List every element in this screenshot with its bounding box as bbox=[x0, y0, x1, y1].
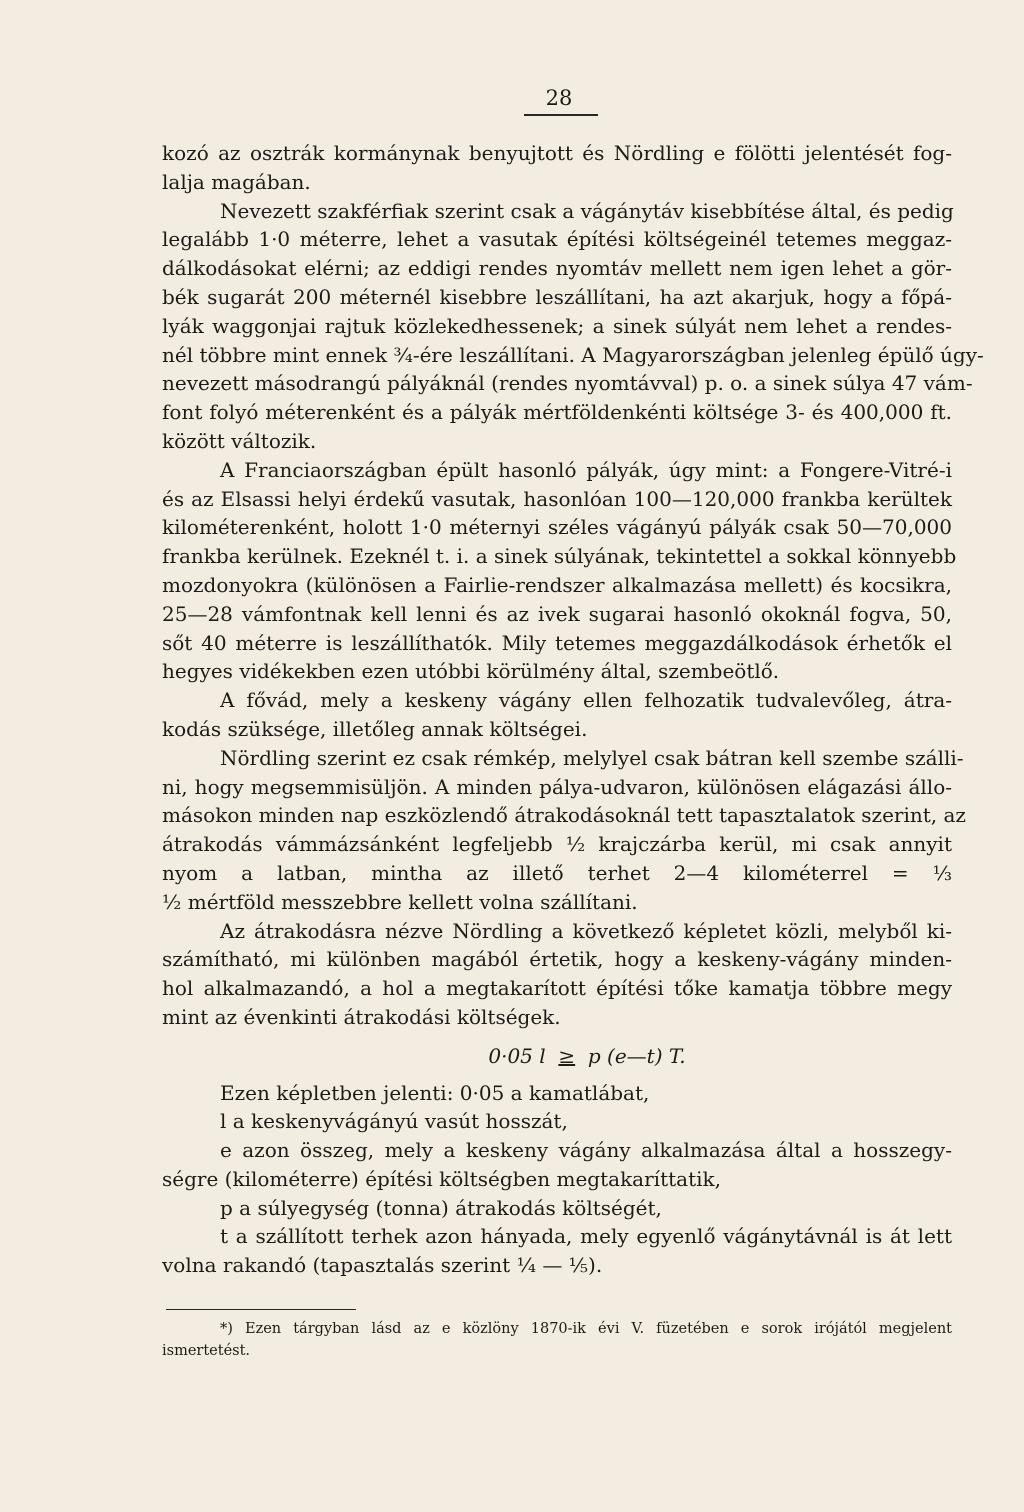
page-number: 28 bbox=[545, 86, 573, 110]
text-line: A Franciaországban épült hasonló pályák, úgy mint: a Fongere-Vitré-i bbox=[220, 457, 952, 482]
text-line: mozdonyokra (különösen a Fairlie-rendszer alkalmazása mellett) és kocsikra, bbox=[162, 572, 952, 597]
paragraphs-bottom bbox=[162, 1079, 952, 1281]
text-line: t a szállított terhek azon hányada, mely egyenlő vágánytávnál is át lett bbox=[220, 1224, 952, 1249]
text-line: legalább 1·0 méterre, lehet a vasutak építési költségeinél tetemes meggaz- bbox=[162, 227, 952, 252]
text-line: A fővád, mely a keskeny vágány ellen felhozatik tudvalevőleg, átra- bbox=[220, 688, 952, 713]
text-line: Ezen képletben jelenti: 0·05 a kamatlábat, bbox=[220, 1080, 650, 1105]
footnote-line: *) Ezen tárgyban lásd az e közlöny 1870-ik évi V. füzetében e sorok irójától megjelent bbox=[220, 1321, 952, 1337]
text-line: Nevezett szakférfiak szerint csak a vágánytáv kisebbítése által, és pedig bbox=[220, 198, 954, 223]
formula bbox=[162, 1032, 952, 1079]
text-line: lyák waggonjai rajtuk közlekedhessenek; a sinek súlyát nem lehet a rendes- bbox=[162, 313, 952, 338]
text-line: volna rakandó (tapasztalás szerint ¼ — ⅕). bbox=[162, 1253, 603, 1278]
text-line: hegyes vidékekben ezen utóbbi körülmény által, szembeötlő. bbox=[162, 659, 780, 684]
text-line: ½ mértföld messzebbre kellett volna szállítani. bbox=[162, 889, 638, 914]
text-line: nél többre mint ennek ¾-ére leszállítani. A Magyarországban jelenleg épülő úgy- bbox=[162, 342, 984, 367]
body-text bbox=[162, 139, 984, 1280]
text-line: átrakodás vámmázsánként legfeljebb ½ krajczárba kerül, mi csak annyit bbox=[162, 832, 952, 857]
text-line: dálkodásokat elérni; az eddigi rendes nyomtáv mellett nem igen lehet a gör- bbox=[162, 256, 952, 281]
text-line: font folyó méterenként és a pályák mértföldenkénti költsége 3- és 400,000 ft. bbox=[162, 400, 952, 425]
text-line: kozó az osztrák kormánynak benyujtott és Nördling e fölötti jelentését fog- bbox=[162, 141, 952, 165]
formula-rhs: p (e—t) T. bbox=[587, 1043, 686, 1068]
text-line: l a keskenyvágányú vasút hosszát, bbox=[220, 1109, 568, 1134]
text-line: lalja magában. bbox=[162, 169, 311, 194]
text-line: p a súlyegység (tonna) átrakodás költségét, bbox=[220, 1195, 662, 1220]
text-line: kodás szüksége, illetőleg annak költségei. bbox=[162, 716, 588, 741]
text-line: Az átrakodásra nézve Nördling a következő képletet közli, melyből ki- bbox=[220, 918, 952, 943]
text-line: ségre (kilométerre) építési költségben megtakaríttatik, bbox=[162, 1166, 721, 1191]
formula-lhs: 0·05 l bbox=[488, 1043, 546, 1068]
footnote-line: ismertetést. bbox=[162, 1343, 251, 1359]
text-line: és az Elsassi helyi érdekű vasutak, hasonlóan 100—120,000 frankba kerültek bbox=[162, 486, 952, 511]
footnote bbox=[162, 1318, 952, 1362]
text-line: e azon összeg, mely a keskeny vágány alkalmazása által a hosszegy- bbox=[220, 1138, 952, 1163]
text-line: hol alkalmazandó, a hol a megtakarított építési tőke kamatja többre megy bbox=[162, 976, 952, 1001]
text-line: Nördling szerint ez csak rémkép, melylyel csak bátran kell szembe szálli- bbox=[220, 745, 964, 770]
formula-operator: ≥ bbox=[558, 1043, 576, 1068]
text-line: nyom a latban, mintha az illető terhet 2—4 kilométerrel = ⅓ bbox=[162, 860, 952, 885]
text-line: nevezett másodrangú pályáknál (rendes nyomtávval) p. o. a sinek súlya 47 vám- bbox=[162, 371, 973, 396]
text-line: másokon minden nap eszközlendő átrakodásoknál tett tapasztalatok szerint, az bbox=[162, 803, 966, 828]
text-line: számítható, mi különben magából értetik, hogy a keskeny-vágány minden- bbox=[162, 947, 952, 972]
paragraphs-top bbox=[162, 139, 984, 1032]
text-line: bék sugarát 200 méternél kisebbre leszállítani, ha azt akarjuk, hogy a főpá- bbox=[162, 284, 952, 309]
text-line: frankba kerülnek. Ezeknél t. i. a sinek súlyának, tekintettel a sokkal könnyebb bbox=[162, 544, 957, 569]
text-line: ni, hogy megsemmisüljön. A minden pálya-udvaron, különösen elágazási állo- bbox=[162, 774, 952, 799]
text-line: kilométerenként, holott 1·0 méternyi széles vágányú pályák csak 50—70,000 bbox=[162, 515, 952, 540]
footnote-rule bbox=[166, 1309, 356, 1310]
text-line: sőt 40 méterre is leszállíthatók. Mily tetemes meggazdálkodások érhetők el bbox=[162, 630, 952, 655]
page-number-rule bbox=[524, 114, 598, 116]
text-line: között változik. bbox=[162, 428, 317, 453]
text-line: mint az évenkinti átrakodási költségek. bbox=[162, 1004, 561, 1029]
text-line: 25—28 vámfontnak kell lenni és az ivek sugarai hasonló okoknál fogva, 50, bbox=[162, 601, 952, 626]
